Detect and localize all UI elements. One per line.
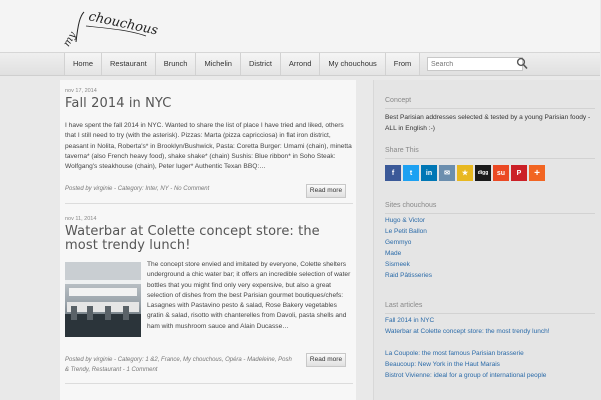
nav-arrond[interactable]: Arrond bbox=[280, 53, 320, 75]
email-icon[interactable]: ✉ bbox=[439, 165, 455, 181]
post-date: nov 17, 2014 bbox=[65, 88, 97, 94]
search-icon[interactable] bbox=[516, 57, 528, 70]
nav-my-chouchous[interactable]: My chouchous bbox=[319, 53, 384, 75]
search-input[interactable] bbox=[427, 57, 523, 71]
sidebar bbox=[373, 80, 601, 400]
post-meta: Posted by virginie - Category: Inter, NY - No Comment bbox=[65, 186, 210, 192]
last-articles-heading: Last articles bbox=[385, 302, 423, 309]
nav-district[interactable]: District bbox=[240, 53, 280, 75]
pinterest-icon[interactable]: P bbox=[511, 165, 527, 181]
divider bbox=[385, 108, 595, 109]
nav-restaurant[interactable]: Restaurant bbox=[101, 53, 155, 75]
favorites-icon[interactable]: ★ bbox=[457, 165, 473, 181]
nav-from[interactable]: From bbox=[385, 53, 421, 75]
share-heading: Share This bbox=[385, 147, 419, 154]
logo-prefix: my bbox=[61, 30, 79, 49]
post-excerpt: The concept store envied and imitated by everyone, Colette shelters underground a chic water bar; it offers an incredible selection of water bottles that you might find only very expensive, but also a great selection of dishes from the best Parisian gourmet boutiques/chefs: Lasagnes with Pastavino pesto & salad, Rose Bakery vegetables gratin & salad, risotto with chanterelles from Davoli, pasta shells and ham with mushroom sauce and Alain Ducasse… bbox=[147, 261, 351, 330]
twitter-icon[interactable]: t bbox=[403, 165, 419, 181]
site-link[interactable]: Made bbox=[385, 250, 402, 257]
stumbleupon-icon[interactable]: su bbox=[493, 165, 509, 181]
post-meta: Posted by virginie - Category: 1 &2, France, My chouchous, Opéra - Madeleine, Posh & Trendy, Restaurant - 1 Comment bbox=[65, 357, 292, 373]
post-title[interactable]: Fall 2014 in NYC bbox=[65, 96, 172, 111]
logo-text: chouchous bbox=[87, 9, 160, 39]
article-link[interactable]: Fall 2014 in NYC bbox=[385, 317, 435, 324]
read-more-button[interactable]: Read more bbox=[306, 184, 346, 198]
article-link[interactable]: Waterbar at Colette concept store: the most trendy lunch! bbox=[385, 328, 550, 335]
nav-home[interactable]: Home bbox=[64, 53, 101, 75]
post-1 bbox=[65, 88, 353, 172]
site-link[interactable]: Le Petit Ballon bbox=[385, 228, 427, 235]
post-excerpt: I have spent the fall 2014 in NYC. Wanted to share the list of place I have tried and liked, others that I still need to try (with the asterisk). Pizzas: Marta (pizza capricciosa) in flat iron district, peasant in Nolita, Roberta's* in Brooklyn/Bushwick, Pasta: Coretta Burger: Umami (chain), minetta taverna* (also French heavy food), shake shake* (chain) Sushis: Blue ribbon* in Soho Steak: Wolfgang's steakhouse (chain), Peter luger* Authentic Texan BBQ:… bbox=[65, 122, 352, 171]
posts-column bbox=[60, 80, 356, 400]
concept-heading: Concept bbox=[385, 97, 412, 104]
site-link[interactable]: Gemmyo bbox=[385, 239, 412, 246]
main-nav bbox=[64, 53, 420, 75]
article-link[interactable]: La Coupole: the most famous Parisian brasserie bbox=[385, 350, 524, 357]
site-link[interactable]: Sismeek bbox=[385, 261, 410, 268]
post-divider bbox=[65, 203, 353, 204]
site-link[interactable]: Hugo & Victor bbox=[385, 217, 425, 224]
post-date: nov 11, 2014 bbox=[65, 216, 97, 222]
facebook-icon[interactable]: f bbox=[385, 165, 401, 181]
more-share-icon[interactable]: + bbox=[529, 165, 545, 181]
nav-brunch[interactable]: Brunch bbox=[155, 53, 196, 75]
read-more-button[interactable]: Read more bbox=[306, 353, 346, 367]
divider bbox=[385, 313, 595, 314]
post-divider bbox=[65, 383, 353, 384]
divider bbox=[385, 213, 595, 214]
post-thumbnail[interactable] bbox=[65, 262, 141, 337]
concept-text: Best Parisian addresses selected & tested by a young Parisian foody - ALL in English :-) bbox=[385, 114, 591, 132]
nav-michelin[interactable]: Michelin bbox=[195, 53, 240, 75]
post-title[interactable]: Waterbar at Colette concept store: the most trendy lunch! bbox=[65, 224, 320, 253]
divider bbox=[385, 158, 595, 159]
article-link[interactable]: Beaucoup: New York in the Haut Marais bbox=[385, 361, 500, 368]
share-buttons bbox=[385, 165, 545, 181]
main-nav-bar bbox=[0, 52, 600, 76]
site-header bbox=[0, 0, 600, 52]
restaurant-image bbox=[65, 262, 141, 337]
article-link[interactable]: Bistrot Vivienne: ideal for a group of international people bbox=[385, 372, 547, 379]
post-2 bbox=[65, 216, 353, 253]
site-link[interactable]: Raid Pâtisseries bbox=[385, 272, 432, 279]
linkedin-icon[interactable]: in bbox=[421, 165, 437, 181]
sites-heading: Sites chouchous bbox=[385, 202, 437, 209]
digg-icon[interactable]: digg bbox=[475, 165, 491, 181]
site-logo[interactable] bbox=[60, 4, 160, 49]
